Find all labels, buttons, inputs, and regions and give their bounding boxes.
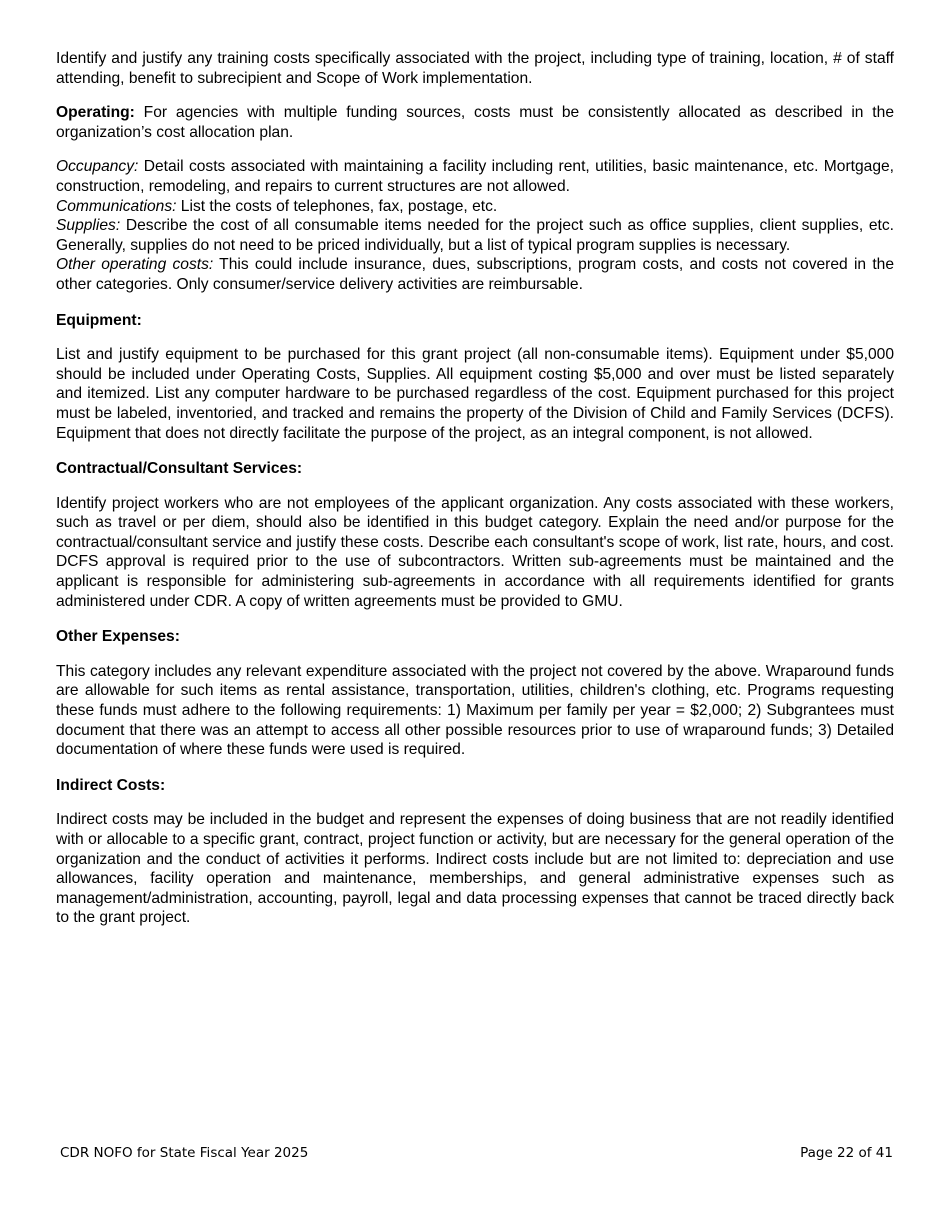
other-expenses-heading	[56, 627, 894, 647]
page-footer	[60, 1145, 893, 1161]
page-content	[56, 49, 894, 928]
other-expenses-paragraph: This category includes any relevant expenditure associated with the project not covered by the above. Wraparound funds are allowable for such items as rental assistance, transportation, utilities, children's clothing, etc. Programs requesting these funds must adhere to the following requirements: 1) Maximum per family per year = $2,000; 2) Subgrantees must document that there was an attempt to access all other possible resources prior to use of wraparound funds; 3) Detailed documentation of where these funds were used is required.	[56, 662, 894, 759]
supplies-paragraph	[56, 216, 894, 255]
contractual-heading-text: Contractual/Consultant Services:	[56, 460, 303, 478]
other-expenses-heading-text: Other Expenses:	[56, 628, 180, 646]
equipment-heading	[56, 311, 894, 331]
occupancy-label: Occupancy:	[56, 158, 139, 176]
operating-text: For agencies with multiple funding sources, costs must be consistently allocated as described in the organization’s cost allocation plan.	[56, 104, 894, 141]
supplies-label: Supplies:	[56, 217, 121, 235]
indirect-costs-heading-text: Indirect Costs:	[56, 776, 166, 794]
occupancy-paragraph	[56, 157, 894, 196]
indirect-costs-paragraph: Indirect costs may be included in the budget and represent the expenses of doing business that are not readily identified with or allocable to a specific grant, contract, project function or activity, but are necessary for the general operation of the organization and the conduct of activities it performs. Indirect costs include but are not limited to: depreciation and use allowances, facility operation and maintenance, memberships, and general administrative expenses such as management/administration, accounting, payroll, legal and data processing expenses that cannot be traced directly back to the grant project.	[56, 811, 894, 927]
footer-document-title: CDR NOFO for State Fiscal Year 2025	[60, 1145, 309, 1161]
other-operating-label: Other operating costs:	[56, 256, 214, 274]
equipment-heading-text: Equipment:	[56, 311, 142, 329]
operating-paragraph	[56, 103, 894, 142]
indirect-costs-heading	[56, 776, 894, 796]
contractual-heading	[56, 459, 894, 479]
communications-paragraph	[56, 197, 894, 217]
other-operating-paragraph	[56, 255, 894, 294]
communications-text: List the costs of telephones, fax, postage, etc.	[176, 197, 498, 215]
footer-page-number: Page 22 of 41	[800, 1145, 893, 1161]
training-paragraph: Identify and justify any training costs specifically associated with the project, including type of training, location, # of staff attending, benefit to subrecipient and Scope of Work implementation.	[56, 50, 894, 87]
supplies-text: Describe the cost of all consumable items needed for the project such as office supplies, client supplies, etc. Generally, supplies do not need to be priced individually, but a list of typical program supplies is necessary.	[56, 217, 894, 254]
other-operating-text: This could include insurance, dues, subscriptions, program costs, and costs not covered in the other categories. Only consumer/service delivery activities are reimbursable.	[56, 256, 894, 293]
operating-heading: Operating:	[56, 104, 135, 122]
equipment-paragraph: List and justify equipment to be purchased for this grant project (all non-consumable items). Equipment under $5,000 should be included under Operating Costs, Supplies. All equipment costing $5,000 and over must be listed separately and itemized. List any computer hardware to be purchased regardless of the cost. Equipment purchased for this project must be labeled, inventoried, and tracked and remains the property of the Division of Child and Family Services (DCFS). Equipment that does not directly facilitate the purpose of the project, as an integral component, is not allowed.	[56, 346, 894, 442]
occupancy-text: Detail costs associated with maintaining a facility including rent, utilities, basic maintenance, etc. Mortgage, construction, remodeling, and repairs to current structures are not allowed.	[56, 158, 894, 195]
contractual-paragraph: Identify project workers who are not employees of the applicant organization. Any costs associated with these workers, such as travel or per diem, should also be identified in this budget category. Explain the need and/or purpose for the contractual/consultant service and justify these costs. Describe each consultant's scope of work, list rate, hours, and cost. DCFS approval is required prior to the use of subcontractors. Written sub-agreements must be maintained and the applicant is responsible for administering sub-agreements in accordance with all requirements identified for grants administered under CDR. A copy of written agreements must be provided to GMU.	[56, 494, 894, 610]
communications-label: Communications:	[56, 197, 177, 215]
